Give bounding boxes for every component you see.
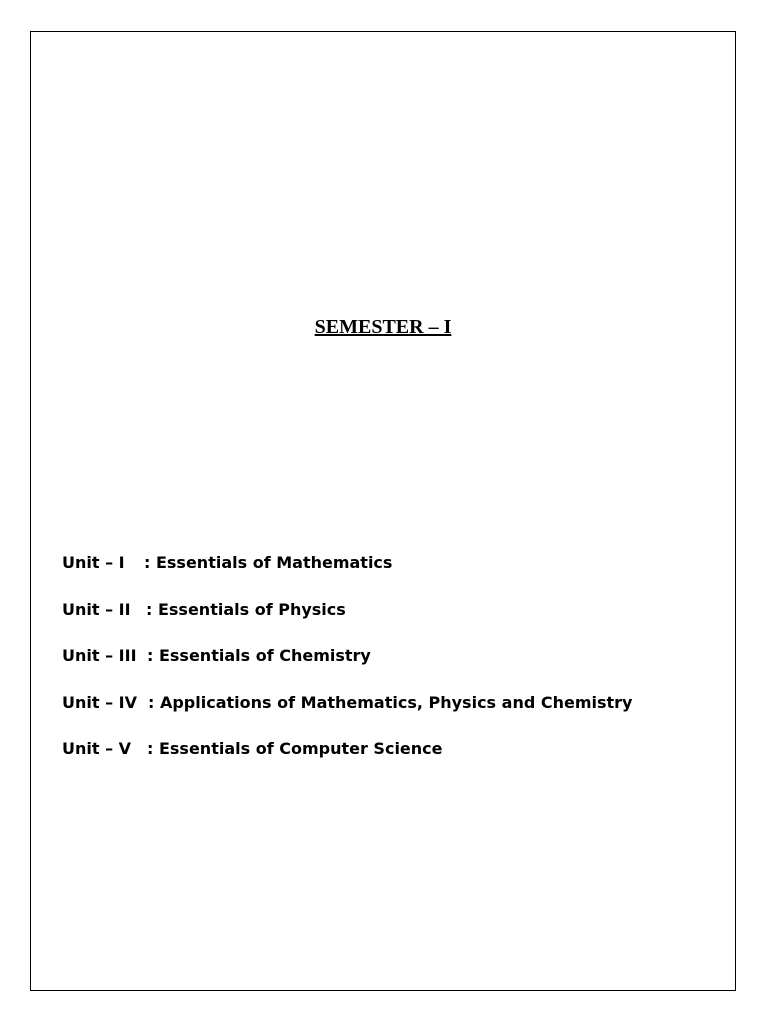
semester-title: SEMESTER – I (314, 316, 452, 338)
unit-topic: : Essentials of Physics (146, 599, 346, 619)
unit-label: Unit – III (62, 646, 137, 665)
unit-row-2 (62, 599, 632, 646)
unit-topic: : Essentials of Computer Science (147, 739, 443, 758)
unit-list (62, 552, 632, 785)
unit-topic: : Applications of Mathematics, Physics and Chemistry (148, 692, 633, 712)
unit-topic: : Essentials of Chemistry (147, 646, 371, 665)
unit-row-1 (62, 552, 632, 599)
unit-label: Unit – II (62, 599, 131, 619)
unit-row-3 (62, 645, 632, 692)
unit-row-4 (62, 692, 632, 739)
unit-topic: : Essentials of Mathematics (144, 553, 393, 572)
unit-row-5 (62, 738, 632, 785)
unit-label: Unit – V (62, 739, 132, 758)
page-border (30, 31, 736, 991)
unit-label: Unit – IV (62, 692, 137, 712)
unit-label: Unit – I (62, 553, 125, 572)
